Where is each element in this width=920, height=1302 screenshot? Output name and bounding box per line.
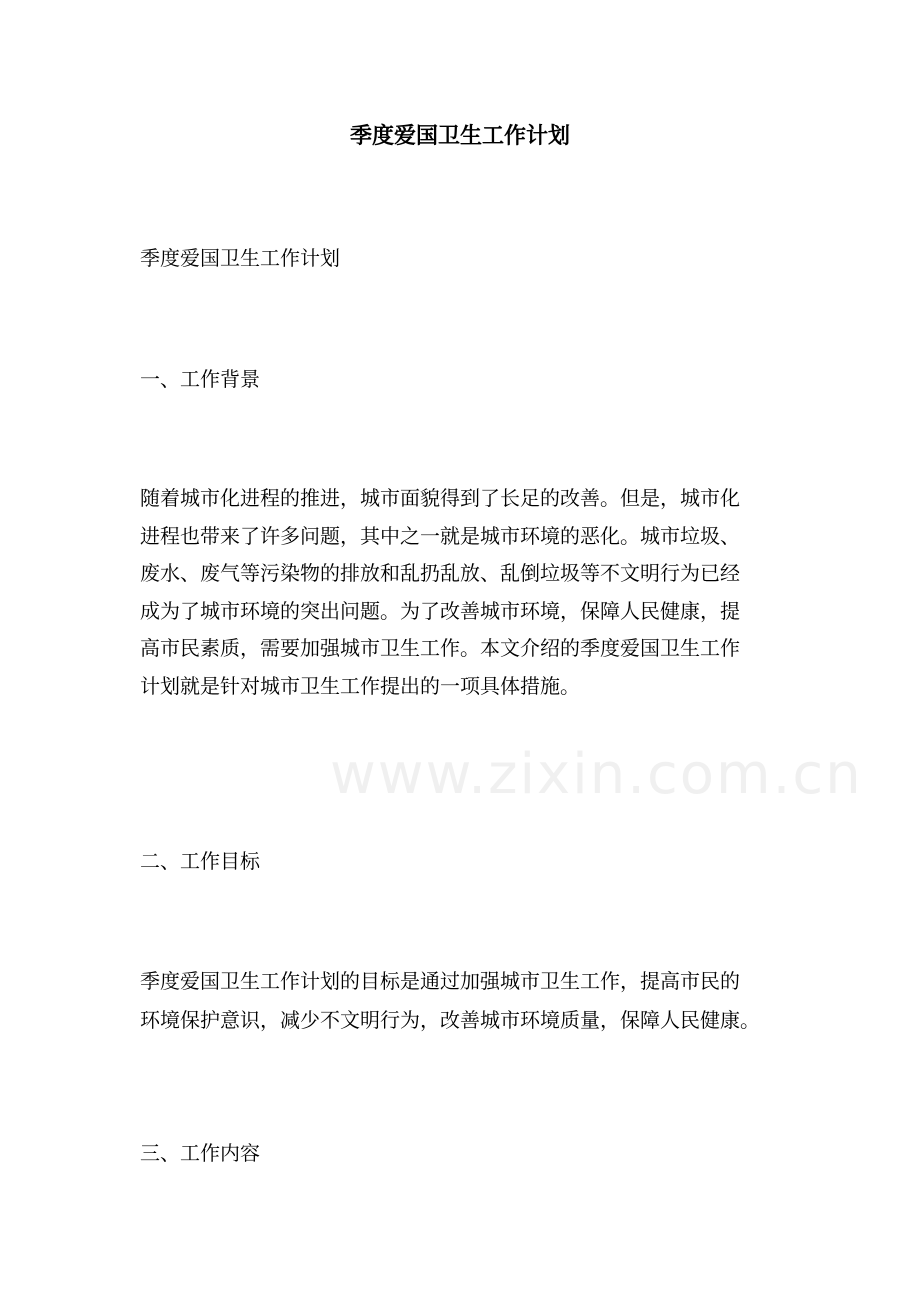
section-heading-goals: 二、工作目标	[140, 849, 260, 873]
section-heading-content: 三、工作内容	[140, 1141, 260, 1165]
paragraph-line: 进程也带来了许多问题，其中之一就是城市环境的恶化。城市垃圾、	[140, 523, 740, 548]
document-title: 季度爱国卫生工作计划	[349, 123, 570, 149]
paragraph-line: 成为了城市环境的突出问题。为了改善城市环境，保障人民健康，提	[140, 598, 740, 623]
section-heading-background: 一、工作背景	[140, 367, 260, 391]
section-paragraph-background	[140, 480, 800, 705]
document-subtitle: 季度爱国卫生工作计划	[140, 246, 340, 270]
paragraph-line: 废水、废气等污染物的排放和乱扔乱放、乱倒垃圾等不文明行为已经	[140, 561, 740, 585]
paragraph-line: 随着城市化进程的推进，城市面貌得到了长足的改善。但是，城市化	[140, 486, 740, 510]
paragraph-line: 季度爱国卫生工作计划的目标是通过加强城市卫生工作，提高市民的	[140, 969, 740, 993]
watermark: www.zixin.com.cn	[330, 742, 863, 807]
paragraph-line: 环境保护意识，减少不文明行为，改善城市环境质量，保障人民健康。	[140, 1008, 760, 1032]
paragraph-line: 计划就是针对城市卫生工作提出的一项具体措施。	[140, 673, 580, 698]
section-paragraph-goals	[140, 962, 800, 1040]
paragraph-line: 高市民素质，需要加强城市卫生工作。本文介绍的季度爱国卫生工作	[140, 636, 740, 660]
